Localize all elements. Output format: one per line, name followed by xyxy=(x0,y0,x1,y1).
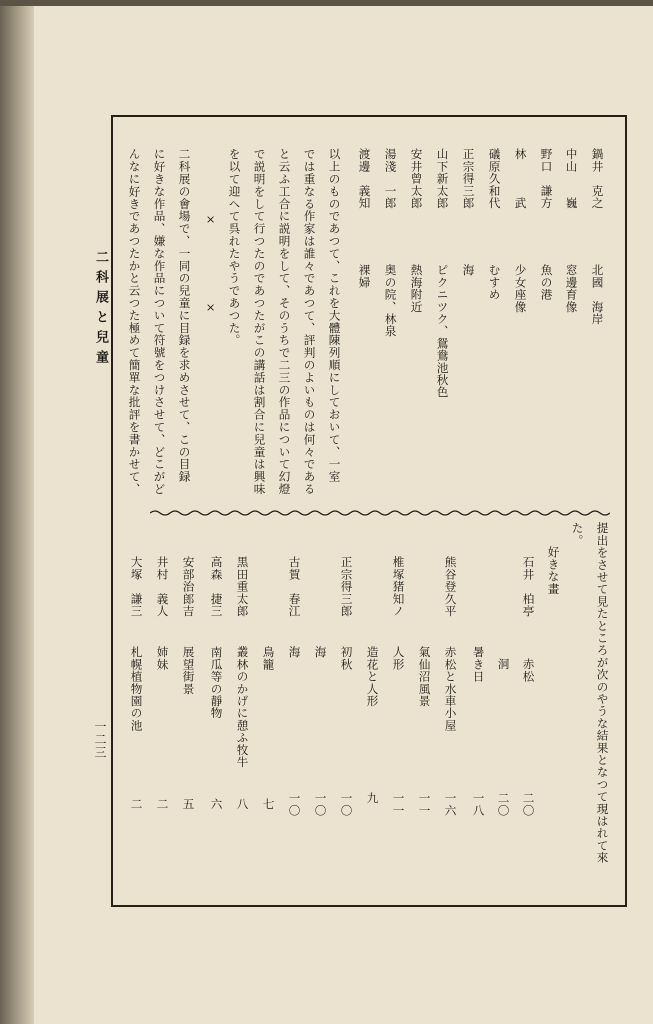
result-title: 札幌植物園の池 xyxy=(129,646,144,732)
upper-list-name: 正宗得三郎 xyxy=(461,148,476,209)
upper-list-title: 奥の院、林泉 xyxy=(383,264,398,338)
page-number: 一二三 xyxy=(93,720,107,759)
page-top-edge xyxy=(0,0,653,6)
result-name: 椎塚猪知ノ xyxy=(391,556,406,617)
result-title: 初秋 xyxy=(339,646,354,671)
result-count: 九 xyxy=(365,792,380,805)
upper-list-name: 礒原久和代 xyxy=(487,148,502,209)
upper-list-name: 山下新太郎 xyxy=(435,148,450,209)
upper-list-name: 渡邊 義知 xyxy=(357,148,372,209)
paragraph-line: では重なる作家は誰々であつて、評判のよいものは何々である xyxy=(302,148,317,496)
upper-list-name: 中山 巍 xyxy=(564,148,579,209)
result-count: 二〇 xyxy=(496,792,511,817)
upper-list-name: 野口 謙方 xyxy=(539,148,554,209)
upper-list-name: 鍋井 克之 xyxy=(590,148,605,209)
result-title: 南瓜等の靜物 xyxy=(209,646,224,720)
result-name: 大塚 謙三 xyxy=(129,556,144,617)
result-name: 古賀 春江 xyxy=(287,556,302,617)
result-title: 洞 xyxy=(496,658,511,671)
result-title: 姉妹 xyxy=(155,646,170,671)
paragraph-line: んなに好きであつたかと云つた極めて簡單な批評を書かせて、 xyxy=(127,148,142,496)
result-count: 二〇 xyxy=(521,792,536,817)
result-count: 二 xyxy=(155,798,170,811)
result-title: 暑き日 xyxy=(471,646,486,683)
result-count: 二 xyxy=(129,798,144,811)
result-title: 展望街景 xyxy=(181,646,196,695)
result-title: 海 xyxy=(287,646,302,659)
paragraph-line: に好きな作品、嫌な作品について符號をつけさせて、どこがど xyxy=(152,148,167,496)
upper-list-title: 窓邊育像 xyxy=(564,264,579,313)
result-name: 正宗得三郎 xyxy=(339,556,354,617)
section-divider-wave xyxy=(150,508,610,518)
intro-line: た。 xyxy=(570,522,585,547)
result-title: 海 xyxy=(313,646,328,659)
result-count: 一八 xyxy=(471,792,486,817)
intro-line: 提出をさせて見たところが次のやうな結果となつて現はれて來 xyxy=(595,522,610,864)
result-title: 鳥籠 xyxy=(261,646,276,671)
result-name: 井村 義人 xyxy=(155,556,170,617)
result-count: 一〇 xyxy=(313,792,328,817)
result-count: 一一 xyxy=(391,792,406,817)
paragraph-line: と云ふ工合に説明をして、そのうちで二三の作品について幻燈 xyxy=(277,148,292,496)
result-count: 一六 xyxy=(443,792,458,817)
result-count: 一一 xyxy=(417,792,432,817)
result-count: 一〇 xyxy=(287,792,302,817)
paragraph-line: 二科展の會場で、一同の兒童に目録を求めさせて、この目録 xyxy=(177,148,192,483)
favorite-works-heading: 好きな畫 xyxy=(546,546,561,595)
upper-list-title: 魚の港 xyxy=(539,264,554,301)
upper-list-title: 海 xyxy=(461,264,476,277)
upper-list-title: 北國 海岸 xyxy=(590,264,605,325)
result-count: 一〇 xyxy=(339,792,354,817)
running-head: 二科展と兒童 xyxy=(93,250,108,370)
paragraph-line: を以て迎へて呉れたやうであつた。 xyxy=(227,148,242,347)
result-name: 熊谷登久平 xyxy=(443,556,458,617)
upper-list-title: むすめ xyxy=(487,264,502,301)
upper-list-title: 裸婦 xyxy=(357,264,372,289)
result-title: 赤松 xyxy=(521,658,536,683)
result-title: 造花と人形 xyxy=(365,646,380,707)
result-count: 八 xyxy=(235,798,250,811)
result-title: 赤松と水車小屋 xyxy=(443,646,458,732)
upper-list-title: ピクニツク、鴛鴦池秋色 xyxy=(435,264,450,399)
upper-list-title: 熱海附近 xyxy=(409,264,424,313)
result-count: 七 xyxy=(261,798,276,811)
section-separator: × × xyxy=(203,212,218,315)
result-title: 叢林のかげに憩ふ牧牛 xyxy=(235,646,250,768)
result-count: 五 xyxy=(181,798,196,811)
upper-list-name: 安井曾太郎 xyxy=(409,148,424,209)
upper-list-name: 湯淺 一郎 xyxy=(383,148,398,209)
paragraph-line: で説明をして行つたのであつたがこの講話は割合に兒童は興味 xyxy=(252,148,267,496)
book-gutter xyxy=(0,0,34,1024)
result-name: 黒田重太郎 xyxy=(235,556,250,617)
paragraph-line: 以上のものであつて、これを大體陳列順にしておいて、一室 xyxy=(327,148,342,483)
upper-list-name: 林 武 xyxy=(513,148,528,209)
result-name: 安部治郎吉 xyxy=(181,556,196,617)
result-name: 高森 捷三 xyxy=(209,556,224,617)
result-count: 六 xyxy=(209,798,224,811)
result-title: 人形 xyxy=(391,646,406,671)
result-name: 石井 柏亭 xyxy=(521,556,536,617)
upper-list-title: 少女座像 xyxy=(513,264,528,313)
result-title: 氣仙沼風景 xyxy=(417,646,432,707)
